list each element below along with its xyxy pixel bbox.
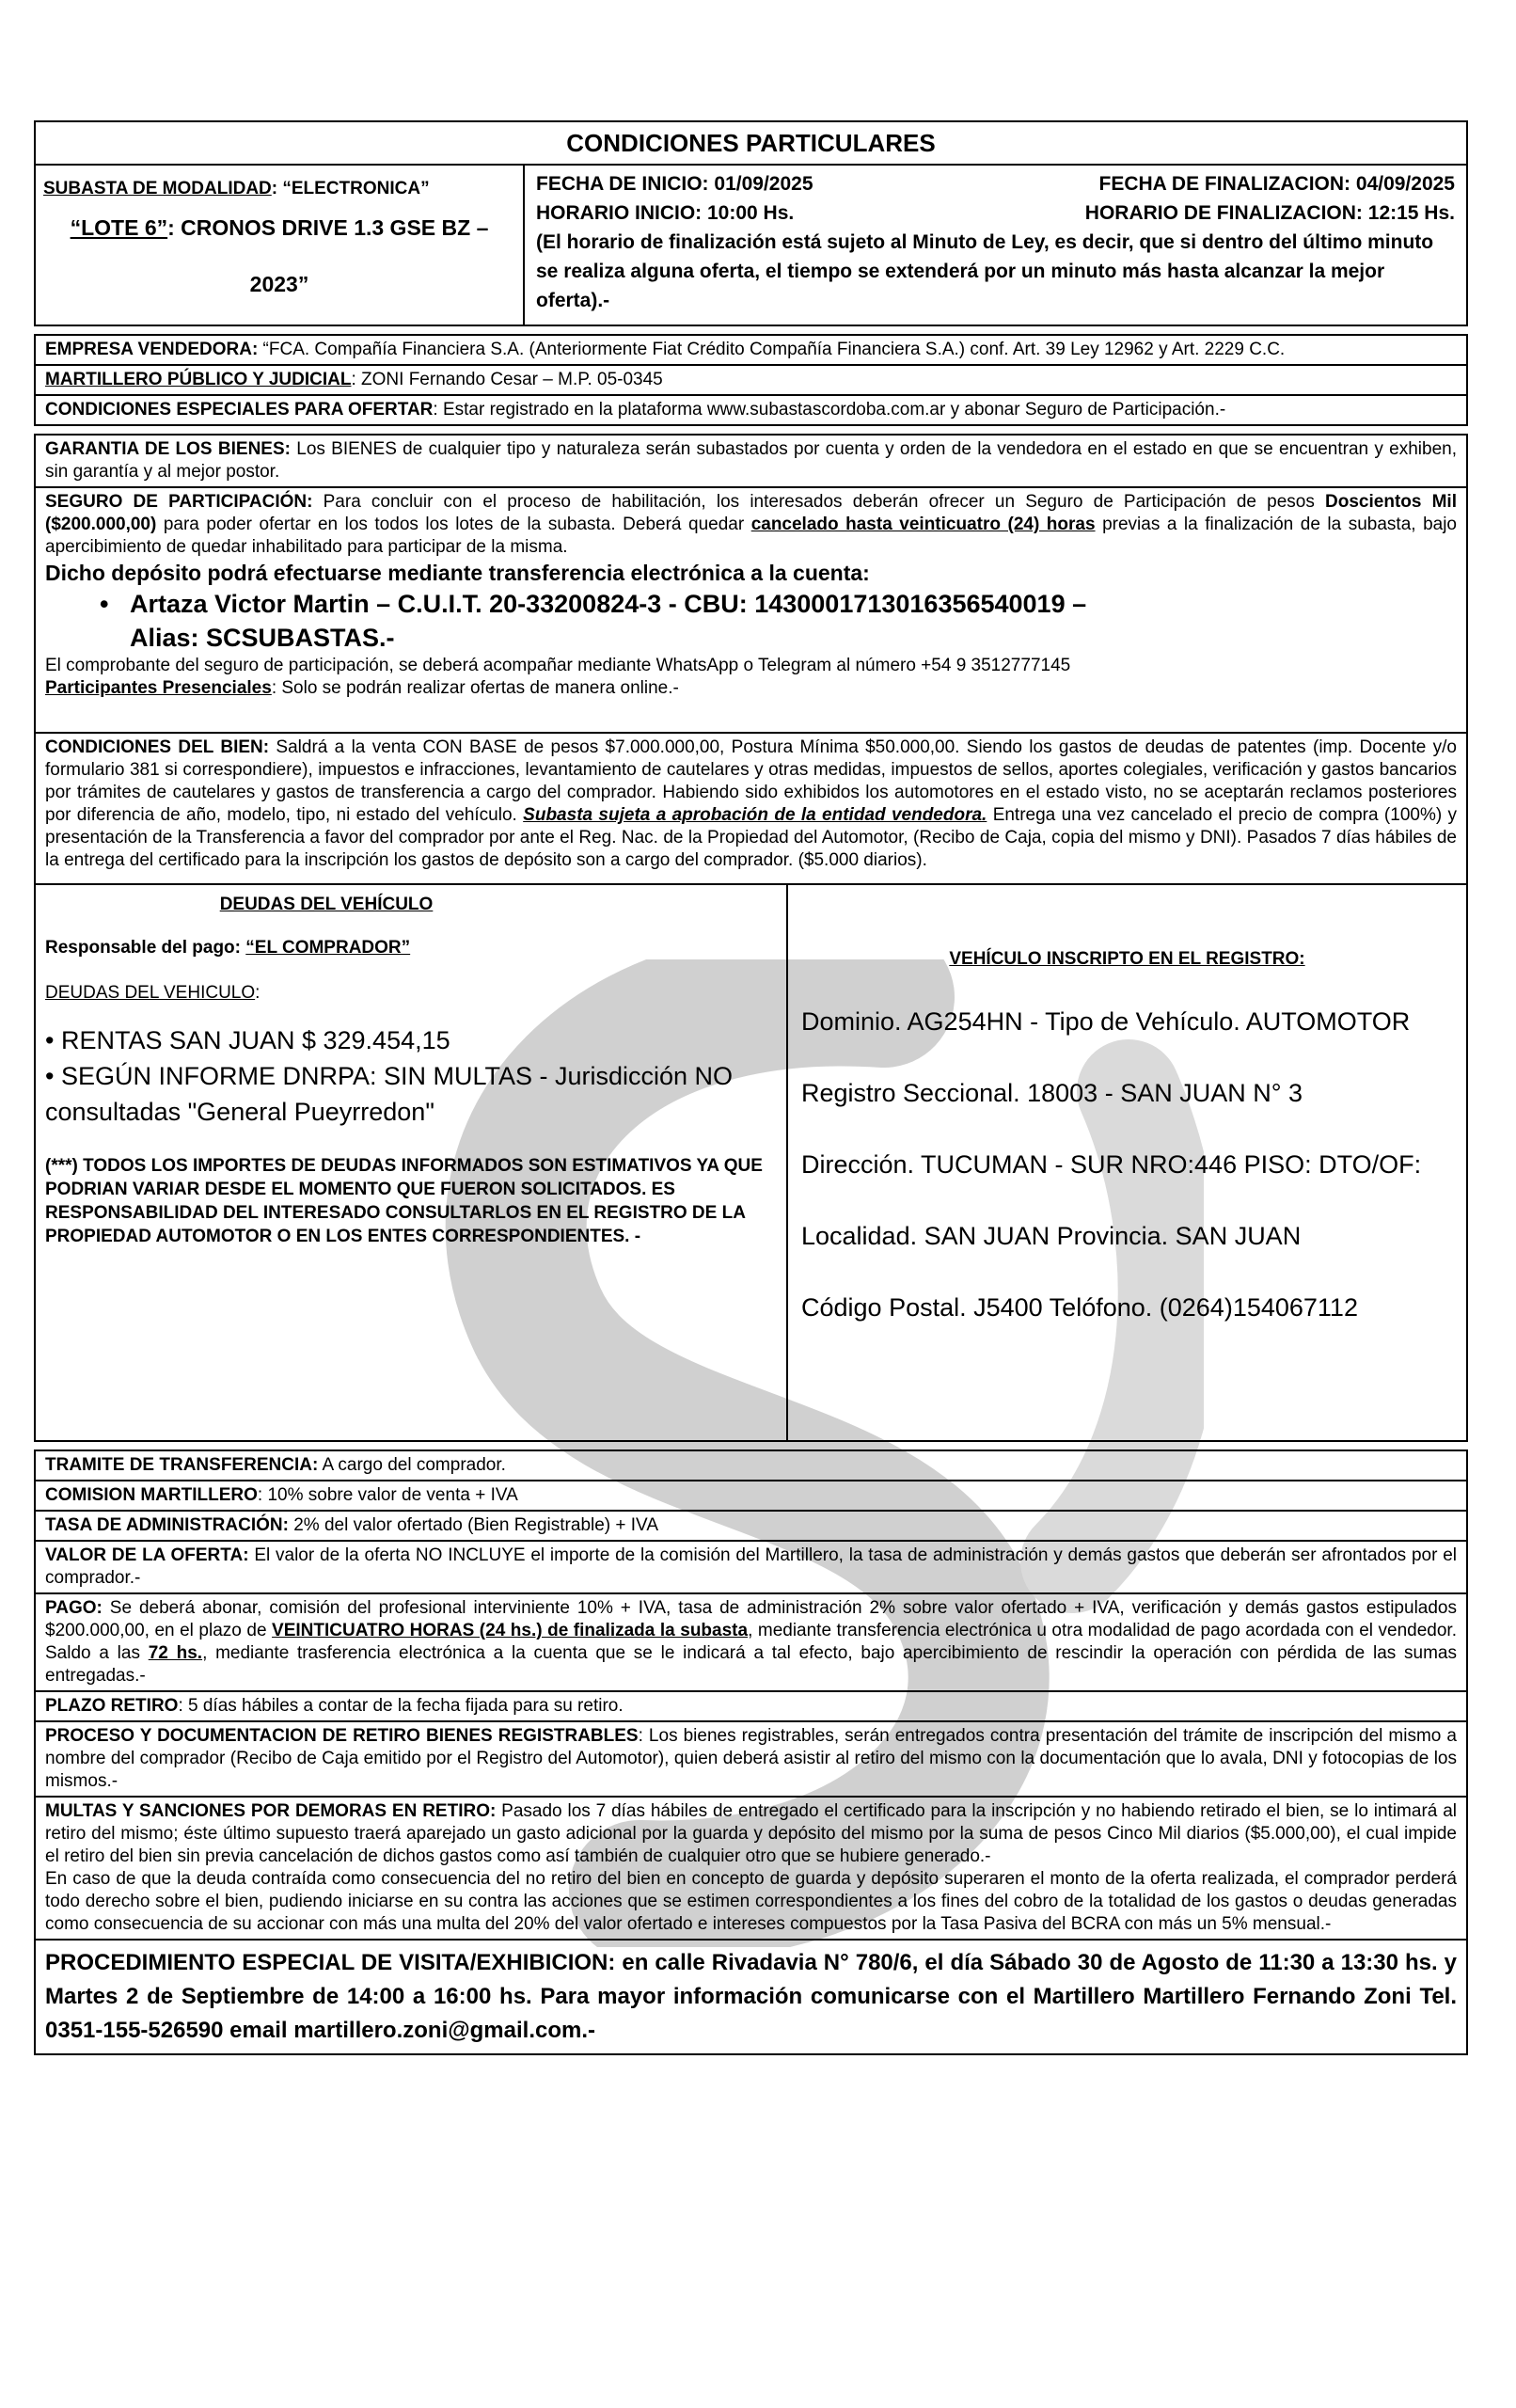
terms-box [34, 1450, 1468, 2055]
procedimiento-row: PROCEDIMIENTO ESPECIAL DE VISITA/EXHIBICION: en calle Rivadavia N° 780/6, el día Sábado 30 de Agosto de 11:30 a 13:30 hs. y Martes 2 de Septiembre de 14:00 a 16:00 hs. Para mayor información comunicarse con el Martillero Martillero Fernando Zoni Tel. 0351-155-526590 email martillero.zoni@gmail.com.- [45, 1950, 1457, 2043]
debts-left [36, 885, 788, 1440]
seller-box [34, 334, 1468, 426]
schedule [525, 166, 1466, 325]
debts-title: DEUDAS DEL VEHÍCULO [219, 895, 434, 914]
martillero-row: MARTILLERO PÚBLICO Y JUDICIAL: ZONI Fernando Cesar – M.P. 05-0345 [36, 366, 1466, 396]
schedule-note: (El horario de finalización está sujeto al Minuto de Ley, es decir, que si dentro del último minuto se realiza alguna oferta, el tiempo se extenderá por un minuto más hasta alcanzar la mejor oferta).- [536, 231, 1434, 311]
lot-title: “LOTE 6”: CRONOS DRIVE 1.3 GSE BZ – 2023” [70, 214, 489, 296]
auction-modality: SUBASTA DE MODALIDAD: “ELECTRONICA” [43, 178, 430, 198]
debt-item-rentas: • RENTAS SAN JUAN $ 329.454,15 [45, 1026, 450, 1054]
plazo-retiro-row: PLAZO RETIRO: 5 días hábiles a contar de la fecha fijada para su retiro. [36, 1692, 1466, 1722]
start-time: HORARIO INICIO: 10:00 Hs. [536, 202, 795, 224]
garantia-box [34, 434, 1468, 1442]
auction-info [36, 166, 525, 325]
debts-disclaimer: (***) TODOS LOS IMPORTES DE DEUDAS INFORMADOS SON ESTIMATIVOS YA QUE PODRIAN VARIAR DESDE EL MOMENTO QUE FUERON SOLICITADOS. ES RESPONSABILIDAD DEL INTERESADO CONSULTARLOS EN EL REGISTRO DE LA PROPIEDAD AUTOMOTOR O EN LOS ENTES CORRESPONDIENTES. - [45, 1156, 763, 1246]
page-title: CONDICIONES PARTICULARES [36, 122, 1466, 166]
registry-info [788, 885, 1466, 1440]
registry-dominio: Dominio. AG254HN - Tipo de Vehículo. AUTOMOTOR [801, 1007, 1411, 1036]
debt-item-multas: • SEGÚN INFORME DNRPA: SIN MULTAS - Jurisdicción NO consultadas "General Pueyrredon" [45, 1062, 734, 1126]
responsable: Responsable del pago: “EL COMPRADOR” [45, 938, 411, 958]
multas-row: MULTAS Y SANCIONES POR DEMORAS EN RETIRO: Pasado los 7 días hábiles de entregado el certificado para la inscripción y no habiendo retirado el bien, se lo intimará al retiro del mismo; éste último supuesto traerá aparejado un gasto adicional por la guarda y depósito del mismo por la suma de pesos Cinco Mil diarios ($5.000,00), el cual impide el retiro del bien sin previa cancelación de dichos gastos como así también de cualquier otro que se hubiere generado.- En caso de que la deuda contraída como consecuencia del no retiro del bien en concepto de guarda y depósito superaren el monto de la oferta realizada, el comprador perderá todo derecho sobre el bien, pudiendo iniciarse en su contra las acciones que se estimen correspondientes a los fines del cobro de la totalidad de los gastos o deudas generadas como consecuencia de su accionar con más una multa del 20% del valor ofertado e intereses compuestos por la Tasa Pasiva del BCRA con más un 5% mensual.- [36, 1798, 1466, 1941]
end-date: FECHA DE FINALIZACION: 04/09/2025 [1098, 173, 1455, 195]
condiciones-ofertar-row: CONDICIONES ESPECIALES PARA OFERTAR: Estar registrado en la plataforma www.subastascordoba.com.ar y abonar Seguro de Participación.- [45, 400, 1226, 420]
debts-subtitle: DEUDAS DEL VEHICULO: [45, 983, 261, 1003]
tramite-row: TRAMITE DE TRANSFERENCIA: A cargo del comprador. [36, 1451, 1466, 1481]
registry-postal: Código Postal. J5400 Telófono. (0264)154067112 [801, 1293, 1358, 1322]
tasa-row: TASA DE ADMINISTRACIÓN: 2% del valor ofertado (Bien Registrable) + IVA [36, 1512, 1466, 1542]
registry-localidad: Localidad. SAN JUAN Provincia. SAN JUAN [801, 1222, 1302, 1250]
registry-seccional: Registro Seccional. 18003 - SAN JUAN N° 3 [801, 1079, 1303, 1107]
debts-section [36, 883, 1466, 1440]
registry-title: VEHÍCULO INSCRIPTO EN EL REGISTRO: [949, 949, 1305, 969]
empresa-row: EMPRESA VENDEDORA: “FCA. Compañía Financiera S.A. (Anteriormente Fiat Crédito Compañía Financiera S.A.) conf. Art. 39 Ley 12962 y Art. 2229 C.C. [36, 336, 1466, 366]
comision-row: COMISION MARTILLERO: 10% sobre valor de venta + IVA [36, 1481, 1466, 1512]
comprobante-text: El comprobante del seguro de participación, se deberá acompañar mediante WhatsApp o Telegram al número +54 9 3512777145 [45, 656, 1071, 675]
presenciales-text: Participantes Presenciales: Solo se podrán realizar ofertas de manera online.- [45, 678, 679, 698]
end-time: HORARIO DE FINALIZACION: 12:15 Hs. [1084, 202, 1455, 224]
proceso-row: PROCESO Y DOCUMENTACION DE RETIRO BIENES REGISTRABLES: Los bienes registrables, serán entregados contra presentación del trámite de inscripción del mismo a nombre del comprador (Recibo de Caja emitido por el Registro del Automotor), quien deberá asistir al retiro del mismo con la documentación que lo avala, DNI y fotocopias de los mismos.- [36, 1722, 1466, 1798]
garantia-section: GARANTIA DE LOS BIENES: Los BIENES de cualquier tipo y naturaleza serán subastados por cuenta y orden de la vendedora en el estado en que se encuentran y exhiben, sin garantía y al mejor postor. [36, 436, 1466, 488]
account-info: • Artaza Victor Martin – C.U.I.T. 20-33200824-3 - CBU: 1430001713016356540019 – Alias: SCSUBASTAS.- [45, 587, 1457, 655]
header-box [34, 120, 1468, 326]
seguro-section: SEGURO DE PARTICIPACIÓN: Para concluir con el proceso de habilitación, los interesados deberán ofrecer un Seguro de Participación de pesos Doscientos Mil ($200.000,00) para poder ofertar en los todos los lotes de la subasta. Deberá quedar cancelado hasta veinticuatro (24) horas previas a la finalización de la subasta, bajo apercibimiento de quedar inhabilitado para participar de la misma. Dicho depósito podrá efectuarse mediante transferencia electrónica a la cuenta: • Artaza Victor Martin – C.U.I.T. 20-33200824-3 - CBU: 1430001713016356540019 – Alias: SCSUBASTAS.- El comprobante del seguro de participación, se deberá acompañar mediante WhatsApp o Telegram al número +54 9 3512777145 Participantes Presenciales: Solo se podrán realizar ofertas de manera online.- [36, 488, 1466, 732]
start-date: FECHA DE INICIO: 01/09/2025 [536, 173, 813, 195]
valor-row: VALOR DE LA OFERTA: El valor de la oferta NO INCLUYE el importe de la comisión del Martillero, la tasa de administración y demás gastos que deberán ser afrontados por el comprador.- [36, 1542, 1466, 1594]
pago-row: PAGO: Se deberá abonar, comisión del profesional interviniente 10% + IVA, tasa de administración 2% sobre valor ofertado + IVA, verificación y demás gastos estipulados $200.000,00, en el plazo de VEINTICUATRO HORAS (24 hs.) de finalizada la subasta, mediante transferencia electrónica u otra modalidad de pago acordada con el vendedor. Saldo a las 72 hs., mediante trasferencia electrónica a la cuenta que se le indicará a tal efecto, bajo apercibimiento de rescindir la operación con pérdida de las sumas entregadas.- [36, 1594, 1466, 1692]
condiciones-bien-section: CONDICIONES DEL BIEN: Saldrá a la venta CON BASE de pesos $7.000.000,00, Postura Mínima $50.000,00. Siendo los gastos de deudas de patentes (imp. Docente y/o formulario 381 si correspondiere), impuestos e infracciones, levantamiento de cautelares y otras medidas, impuestos de sellos, aportes colegiales, verificación y gastos bancarios por trámites de cautelares y gastos de transferencia a cargo del comprador. Habiendo sido exhibidos los automotores en el estado visto, no se aceptarán reclamos posteriores por diferencia de año, modelo, tipo, ni estado del vehículo. Subasta sujeta a aprobación de la entidad vendedora. Entrega una vez cancelado el precio de compra (100%) y presentación de la Transferencia a favor del comprador por ante el Reg. Nac. de la Propiedad del Automotor, (Recibo de Caja, copia del mismo y DNI). Pasados 7 días hábiles de la entrega del certificado para la inscripción los gastos de depósito son a cargo del comprador. ($5.000 diarios). [36, 732, 1466, 883]
deposit-text: Dicho depósito podrá efectuarse mediante transferencia electrónica a la cuenta: [45, 561, 870, 585]
document [34, 120, 1468, 2055]
registry-direccion: Dirección. TUCUMAN - SUR NRO:446 PISO: DTO/OF: [801, 1150, 1422, 1179]
